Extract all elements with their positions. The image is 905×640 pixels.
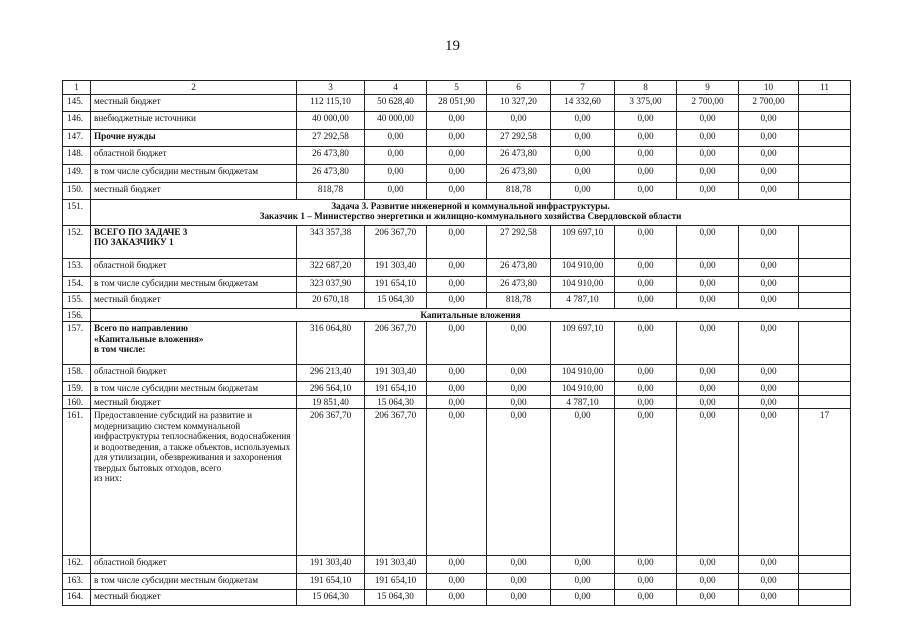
value-cell: 104 910,00 [551,258,615,276]
value-cell: 0,00 [427,409,487,556]
row-label-cell [91,225,297,258]
value-cell: 104 910,00 [551,276,615,292]
value-cell: 0,00 [551,556,615,574]
value-cell: 0,00 [677,322,739,365]
section-heading-cell [91,199,851,225]
header-cell: 4 [365,81,427,95]
value-cell: 0,00 [551,111,615,129]
table-row [63,199,851,225]
value-cell: 0,00 [677,292,739,308]
row-number: 159. [63,382,91,396]
value-cell: 0,00 [427,590,487,606]
value-cell [799,292,851,308]
value-cell: 0,00 [487,382,551,396]
row-label: местный бюджет [94,95,161,106]
value-cell: 0,00 [677,164,739,182]
section-title: Капитальные вложения [91,308,851,322]
row-number: 164. [63,590,91,606]
row-number: 158. [63,365,91,382]
row-label-cell [91,94,297,111]
row-number: 160. [63,395,91,409]
value-cell: 26 473,80 [297,146,365,164]
value-cell: 0,00 [551,182,615,199]
row-label: внебюджетные источники [94,112,196,123]
row-label: в том числе субсидии местным бюджетам [94,277,259,288]
value-cell: 0,00 [427,182,487,199]
value-cell: 0,00 [615,409,677,556]
value-cell: 0,00 [427,292,487,308]
value-cell: 0,00 [739,574,799,590]
value-cell: 14 332,60 [551,94,615,111]
table-row [63,322,851,365]
value-cell: 0,00 [615,574,677,590]
header-cell: 6 [487,81,551,95]
value-cell: 104 910,00 [551,382,615,396]
value-cell: 0,00 [427,556,487,574]
value-cell: 0,00 [739,276,799,292]
header-cell: 8 [615,81,677,95]
value-cell: 0,00 [677,382,739,396]
value-cell: 0,00 [677,276,739,292]
row-label-cell [91,276,297,292]
value-cell: 0,00 [739,146,799,164]
value-cell: 0,00 [427,365,487,382]
value-cell: 0,00 [487,409,551,556]
value-cell: 0,00 [551,164,615,182]
row-number: 155. [63,292,91,308]
table-row [63,225,851,258]
value-cell: 0,00 [427,111,487,129]
value-cell: 0,00 [615,225,677,258]
value-cell: 0,00 [427,129,487,146]
value-cell: 27 292,58 [487,225,551,258]
value-cell: 206 367,70 [365,322,427,365]
value-cell: 0,00 [551,590,615,606]
row-label: в том числе субсидии местным бюджетам [94,575,259,585]
value-cell: 0,00 [615,365,677,382]
value-cell: 0,00 [739,395,799,409]
header-cell: 7 [551,81,615,95]
value-cell: 0,00 [551,409,615,556]
value-cell: 0,00 [487,574,551,590]
value-cell: 0,00 [677,409,739,556]
value-cell: 191 654,10 [365,382,427,396]
row-label: в том числе субсидии местным бюджетам [94,383,259,393]
value-cell: 0,00 [365,182,427,199]
row-label-cell [91,164,297,182]
value-cell [799,94,851,111]
header-cell: 2 [91,81,297,95]
table-row [63,164,851,182]
value-cell [799,258,851,276]
value-cell: 191 654,10 [365,276,427,292]
value-cell: 0,00 [739,365,799,382]
row-label-cell [91,129,297,146]
row-label-cell [91,182,297,199]
row-label: местный бюджет [94,591,161,601]
row-label: местный бюджет [94,396,161,407]
value-cell: 26 473,80 [297,164,365,182]
value-cell: 0,00 [551,146,615,164]
value-cell: 0,00 [739,164,799,182]
value-cell: 0,00 [677,365,739,382]
value-cell [799,365,851,382]
value-cell: 0,00 [487,322,551,365]
value-cell: 17 [799,409,851,556]
value-cell: 0,00 [365,129,427,146]
value-cell: 0,00 [615,182,677,199]
budget-table [62,80,851,606]
row-number: 163. [63,574,91,590]
row-number: 153. [63,258,91,276]
row-number: 149. [63,164,91,182]
value-cell: 0,00 [487,395,551,409]
value-cell: 0,00 [615,146,677,164]
value-cell: 0,00 [615,395,677,409]
value-cell [799,276,851,292]
row-label: областной бюджет [94,147,167,158]
row-number: 157. [63,322,91,365]
row-number: 148. [63,146,91,164]
value-cell: 50 628,40 [365,94,427,111]
value-cell: 2 700,00 [677,94,739,111]
header-cell: 10 [739,81,799,95]
value-cell: 0,00 [677,182,739,199]
value-cell: 0,00 [677,111,739,129]
value-cell [799,182,851,199]
value-cell [799,574,851,590]
value-cell [799,146,851,164]
value-cell: 0,00 [739,382,799,396]
row-label-cell [91,574,297,590]
row-label-line: ПО ЗАКАЗЧИКУ 1 [94,237,174,247]
value-cell: 0,00 [427,574,487,590]
value-cell: 0,00 [677,146,739,164]
value-cell: 0,00 [427,164,487,182]
value-cell: 0,00 [677,556,739,574]
value-cell [799,395,851,409]
value-cell: 0,00 [677,590,739,606]
row-label: местный бюджет [94,183,161,194]
page-number: 19 [445,38,460,54]
value-cell: 0,00 [615,164,677,182]
row-label-line: ВСЕГО ПО ЗАДАЧЕ 3 [94,226,188,237]
row-label: Прочие нужды [94,130,156,141]
value-cell: 26 473,80 [487,258,551,276]
value-cell: 0,00 [615,322,677,365]
value-cell: 2 700,00 [739,94,799,111]
value-cell: 0,00 [739,322,799,365]
value-cell [799,322,851,365]
value-cell: 26 473,80 [487,146,551,164]
value-cell: 316 064,80 [297,322,365,365]
value-cell: 0,00 [487,590,551,606]
value-cell: 0,00 [551,129,615,146]
value-cell: 0,00 [427,395,487,409]
value-cell: 10 327,20 [487,94,551,111]
header-cell: 1 [63,81,91,95]
value-cell: 206 367,70 [297,409,365,556]
table-row [63,94,851,111]
row-label-cell [91,365,297,382]
row-label-line: «Капитальные вложения» [94,333,204,344]
value-cell: 0,00 [739,258,799,276]
value-cell: 0,00 [487,111,551,129]
header-cell: 3 [297,81,365,95]
value-cell: 27 292,58 [487,129,551,146]
row-number: 154. [63,276,91,292]
value-cell: 40 000,00 [297,111,365,129]
value-cell: 0,00 [551,574,615,590]
table-row [63,395,851,409]
table-row [63,556,851,574]
value-cell: 0,00 [487,556,551,574]
value-cell: 322 687,20 [297,258,365,276]
table-row [63,365,851,382]
value-cell: 19 851,40 [297,395,365,409]
value-cell: 20 670,18 [297,292,365,308]
row-number: 147. [63,129,91,146]
value-cell: 0,00 [739,590,799,606]
value-cell [799,164,851,182]
table-row [63,258,851,276]
value-cell: 0,00 [615,129,677,146]
value-cell: 0,00 [739,556,799,574]
table-row [63,308,851,322]
value-cell: 15 064,30 [365,395,427,409]
value-cell: 191 303,40 [365,556,427,574]
row-number: 152. [63,225,91,258]
table-row [63,590,851,606]
row-label-line: Всего по направлению [94,323,188,333]
value-cell: 818,78 [297,182,365,199]
value-cell [799,225,851,258]
value-cell: 26 473,80 [487,276,551,292]
value-cell: 104 910,00 [551,365,615,382]
row-label: областной бюджет [94,557,167,567]
value-cell: 27 292,58 [297,129,365,146]
value-cell: 0,00 [739,409,799,556]
value-cell: 109 697,10 [551,225,615,258]
value-cell: 0,00 [615,590,677,606]
header-cell: 11 [799,81,851,95]
value-cell: 323 037,90 [297,276,365,292]
row-number: 156. [63,308,91,322]
row-label: местный бюджет [94,293,161,304]
row-label-cell [91,322,297,365]
row-label-cell [91,382,297,396]
value-cell: 191 303,40 [297,556,365,574]
row-number: 162. [63,556,91,574]
table-header-row [63,81,851,95]
value-cell [799,382,851,396]
value-cell: 0,00 [615,258,677,276]
row-number: 151. [63,199,91,225]
value-cell: 0,00 [427,382,487,396]
value-cell: 0,00 [615,382,677,396]
value-cell: 0,00 [739,111,799,129]
value-cell: 191 303,40 [365,258,427,276]
row-label: областной бюджет [94,259,167,270]
value-cell: 0,00 [615,111,677,129]
table-row [63,146,851,164]
value-cell: 0,00 [739,182,799,199]
table-row [63,574,851,590]
value-cell: 112 115,10 [297,94,365,111]
row-label-tail: из них: [94,473,122,483]
table-row [63,182,851,199]
value-cell: 191 654,10 [297,574,365,590]
value-cell [799,111,851,129]
value-cell: 15 064,30 [365,590,427,606]
value-cell: 0,00 [427,225,487,258]
value-cell: 15 064,30 [297,590,365,606]
value-cell: 0,00 [677,395,739,409]
header-cell: 9 [677,81,739,95]
value-cell: 0,00 [615,292,677,308]
value-cell [799,129,851,146]
row-number: 145. [63,94,91,111]
value-cell: 343 357,38 [297,225,365,258]
row-label-cell [91,409,297,556]
row-number: 146. [63,111,91,129]
table-row [63,276,851,292]
value-cell: 28 051,90 [427,94,487,111]
value-cell: 3 375,00 [615,94,677,111]
value-cell: 0,00 [427,322,487,365]
value-cell: 0,00 [739,129,799,146]
value-cell: 296 564,10 [297,382,365,396]
value-cell: 0,00 [739,225,799,258]
value-cell: 206 367,70 [365,409,427,556]
section-customer-title: Заказчик 1 – Министерство энергетики и жилищно-коммунального хозяйства Свердловской области [259,211,682,221]
value-cell [799,556,851,574]
table-row [63,111,851,129]
row-label-cell [91,590,297,606]
value-cell: 0,00 [365,164,427,182]
row-label: областной бюджет [94,366,167,376]
value-cell: 0,00 [487,365,551,382]
value-cell: 0,00 [615,556,677,574]
row-label-cell [91,258,297,276]
value-cell: 0,00 [427,276,487,292]
row-label-cell [91,292,297,308]
value-cell: 0,00 [739,292,799,308]
row-label-cell [91,111,297,129]
value-cell: 0,00 [677,225,739,258]
table-row [63,129,851,146]
value-cell: 0,00 [427,258,487,276]
value-cell: 191 654,10 [365,574,427,590]
value-cell: 206 367,70 [365,225,427,258]
row-label: в том числе субсидии местным бюджетам [94,165,259,176]
row-label-cell [91,556,297,574]
value-cell: 818,78 [487,182,551,199]
value-cell: 0,00 [677,129,739,146]
value-cell: 0,00 [677,258,739,276]
row-number: 150. [63,182,91,199]
table-row [63,292,851,308]
value-cell: 4 787,10 [551,292,615,308]
row-label-cell [91,395,297,409]
row-label-cell [91,146,297,164]
value-cell: 40 000,00 [365,111,427,129]
value-cell: 0,00 [615,276,677,292]
value-cell: 26 473,80 [487,164,551,182]
value-cell: 0,00 [365,146,427,164]
row-number: 161. [63,409,91,556]
value-cell: 15 064,30 [365,292,427,308]
value-cell: 4 787,10 [551,395,615,409]
value-cell: 191 303,40 [365,365,427,382]
value-cell: 296 213,40 [297,365,365,382]
table-row [63,409,851,556]
value-cell: 0,00 [677,574,739,590]
header-cell: 5 [427,81,487,95]
value-cell: 0,00 [427,146,487,164]
section-task-title: Задача 3. Развитие инженерной и коммунальной инфраструктуры. [331,200,610,211]
value-cell [799,590,851,606]
table-row [63,382,851,396]
table-body [63,81,851,606]
row-label: Предоставление субсидий на развитие и модернизацию систем коммунальной инфраструктуры теплоснабжения, водоснабжения и водоотведения, а также объектов, используемых для утилизации, обезвреживания и захоронения твердых бытовых отходов, всего [94,410,291,473]
value-cell: 109 697,10 [551,322,615,365]
value-cell: 818,78 [487,292,551,308]
row-label-line: в том числе: [94,344,146,354]
